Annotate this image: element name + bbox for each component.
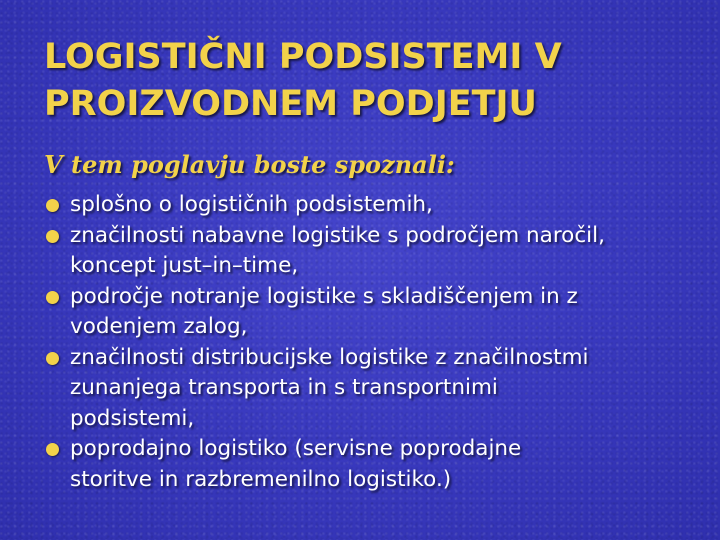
bullet-item [44,221,694,282]
bullet-text: zunanjega transporta in s transportnimi [70,375,498,400]
bullet-item [44,190,694,221]
bullet-dot-icon [46,199,59,212]
bullet-item [44,282,694,343]
bullet-text: značilnosti nabavne logistike s področjem naročil, [70,222,605,248]
bullet-text: značilnosti distribucijske logistike z značilnostmi [70,344,589,370]
bullet-text: koncept just–in–time, [70,253,299,278]
bullet-text: storitve in razbremenilno logistiko.) [70,466,452,492]
bullet-text: splošno o logističnih podsistemih, [70,192,433,217]
bullet-text: področje notranje logistike s skladiščenjem in z [70,283,578,309]
bullet-item [44,343,694,435]
bullet-text: podsistemi, [70,405,195,431]
bullet-text: poprodajno logistiko (servisne poprodajne [70,436,522,461]
slide-title-line: LOGISTIČNI PODSISTEMI V [44,37,562,77]
bullet-list [44,190,694,495]
bullet-dot-icon [46,291,59,304]
slide-title [44,34,684,128]
bullet-dot-icon [46,352,59,365]
slide-title-line: PROIZVODNEM PODJETJU [44,84,537,124]
bullet-dot-icon [46,443,59,456]
bullet-text: vodenjem zalog, [70,314,248,339]
bullet-item [44,434,694,495]
slide-subtitle: V tem poglavju boste spoznali: [44,150,455,179]
bullet-dot-icon [46,230,59,243]
